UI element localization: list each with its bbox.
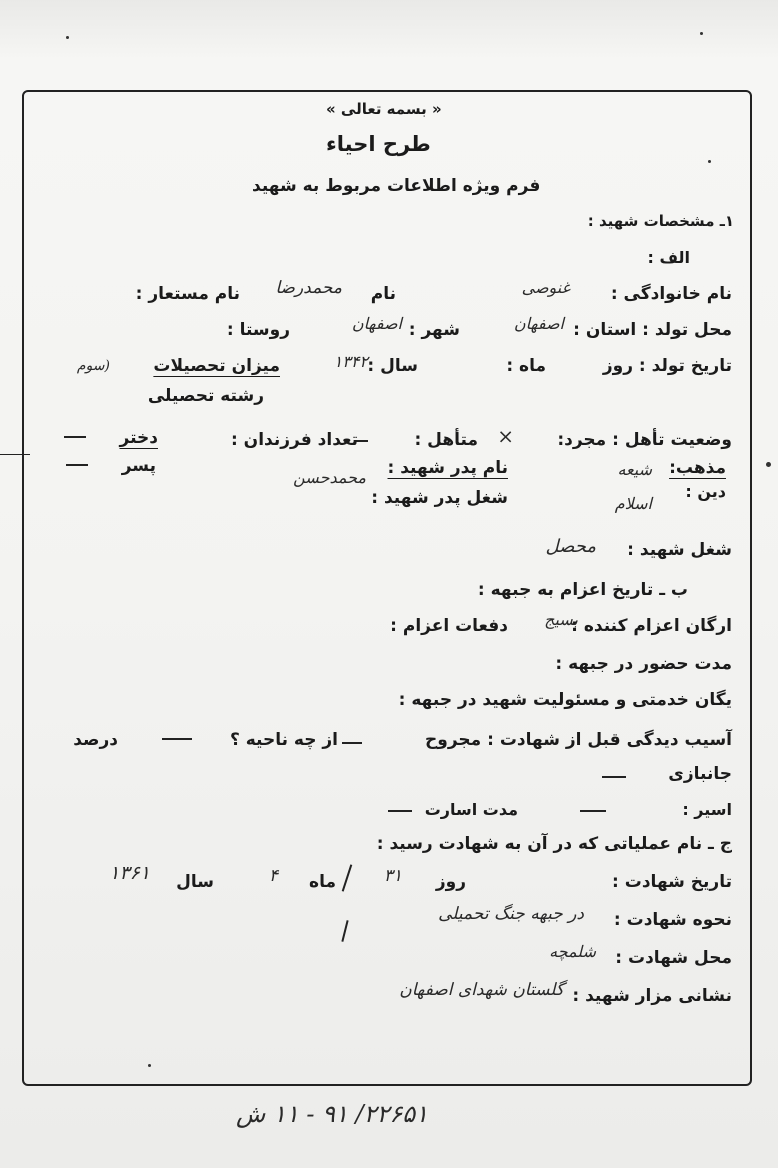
marital-label: وضعیت تأهل : مجرد:	[557, 430, 732, 450]
captive-dash	[580, 810, 606, 812]
daughter-label: دختر	[119, 428, 158, 448]
job-label: شغل شهید :	[627, 540, 732, 560]
captivity-dash	[388, 810, 412, 812]
injury-label: آسیب دیدگی قبل از شهادت : مجروح	[425, 730, 732, 750]
father-name-label: نام پدر شهید :	[387, 458, 508, 478]
martyrdom-year-value: ۱۳۶۱	[109, 862, 150, 884]
manner-label: نحوه شهادت :	[613, 910, 732, 930]
birthdate-year-value: ۱۳۴۲	[333, 352, 368, 371]
section1-sub-a: الف :	[647, 248, 690, 267]
place-value: شلمچه	[549, 942, 596, 961]
section1-heading: ۱ـ مشخصات شهید :	[587, 212, 734, 230]
grave-label: نشانی مزار شهید :	[572, 986, 732, 1006]
martyrdom-day-label: روز	[435, 872, 466, 892]
martyrdom-month-label: ماه	[309, 872, 336, 892]
area-label: از چه ناحیه ؟	[229, 730, 338, 750]
son-label: پسر	[121, 456, 156, 476]
married-label: متأهل :	[414, 430, 478, 450]
martyrdom-year-label: سال	[176, 872, 214, 892]
manner-value: در جبهه جنگ تحمیلی	[438, 904, 584, 924]
family-value: غنوصی	[521, 278, 570, 297]
city-value: اصفهان	[351, 314, 402, 333]
son-dash	[66, 464, 88, 466]
scan-speck	[148, 1064, 151, 1067]
area-dash	[162, 738, 192, 740]
birthdate-month-label: ماه :	[506, 356, 546, 376]
city-label: شهر :	[408, 320, 460, 340]
education-note: (سوم	[76, 358, 110, 374]
family-label: نام خانوادگی :	[610, 284, 732, 304]
captive-label: اسیر :	[682, 800, 732, 819]
alias-label: نام مستعار :	[135, 284, 240, 304]
name-label: نام	[370, 284, 396, 304]
father-job-label: شغل پدر شهید :	[371, 488, 508, 508]
deployment-heading: ب ـ تاریخ اعزام به جبهه :	[477, 580, 688, 600]
margin-mark	[0, 454, 30, 455]
veteran-label: جانبازی	[668, 764, 732, 784]
village-label: روستا :	[226, 320, 290, 340]
religion-label: دین :	[685, 482, 726, 501]
place-label: محل شهادت :	[615, 948, 732, 968]
scan-speck	[766, 462, 771, 467]
martyrdom-day-value: ۳۱	[383, 866, 402, 886]
sect-value: شیعه	[617, 460, 652, 479]
birthplace-label: محل تولد : استان :	[573, 320, 732, 340]
scan-speck	[700, 32, 703, 35]
children-label: تعداد فرزندان :	[230, 430, 358, 450]
form-title: فرم ویژه اطلاعات مربوط به شهید	[252, 176, 541, 196]
times-label: دفعات اعزام :	[390, 616, 508, 636]
duration-label: مدت حضور در جبهه :	[555, 654, 732, 674]
name-value: محمدرضا	[275, 278, 342, 298]
martyrdom-month-value: ۴	[268, 866, 278, 886]
grave-value: گلستان شهدای اصفهان	[399, 980, 564, 1000]
plan-title: طرح احیاء	[326, 132, 431, 156]
unit-label: یگان خدمتی و مسئولیت شهید در جبهه :	[398, 690, 732, 710]
sect-label: مذهب:	[669, 458, 726, 478]
martyrdom-date-label: تاریخ شهادت :	[612, 872, 732, 892]
daughter-dash	[64, 436, 86, 438]
province-value: اصفهان	[513, 314, 564, 333]
education-label: میزان تحصیلات	[153, 356, 280, 376]
scan-speck	[708, 160, 711, 163]
religion-value: اسلام	[614, 494, 652, 513]
reference-number: ۲۲۶۵۱/ ۹۱ - ۱۱ ش	[236, 1100, 429, 1128]
birthdate-year-label: سال :	[367, 356, 418, 376]
martyrdom-heading: ج ـ نام عملیاتی که در آن به شهادت رسید :	[376, 834, 732, 854]
percent-label: درصد	[73, 730, 118, 750]
basmala: « بسمه تعالی »	[326, 100, 442, 118]
birthdate-label: تاریخ تولد : روز	[602, 356, 732, 376]
wounded-dash	[342, 742, 362, 744]
father-name-value: محمدحسن	[293, 468, 366, 487]
org-label: ارگان اعزام کننده :	[571, 616, 732, 636]
org-value: بسیج	[544, 610, 578, 629]
captivity-label: مدت اسارت	[424, 800, 518, 819]
veteran-dash	[602, 776, 626, 778]
field-label: رشته تحصیلی	[147, 386, 264, 406]
single-mark: ×	[497, 424, 514, 448]
scan-speck	[66, 36, 69, 39]
job-value: محصل	[545, 536, 596, 557]
